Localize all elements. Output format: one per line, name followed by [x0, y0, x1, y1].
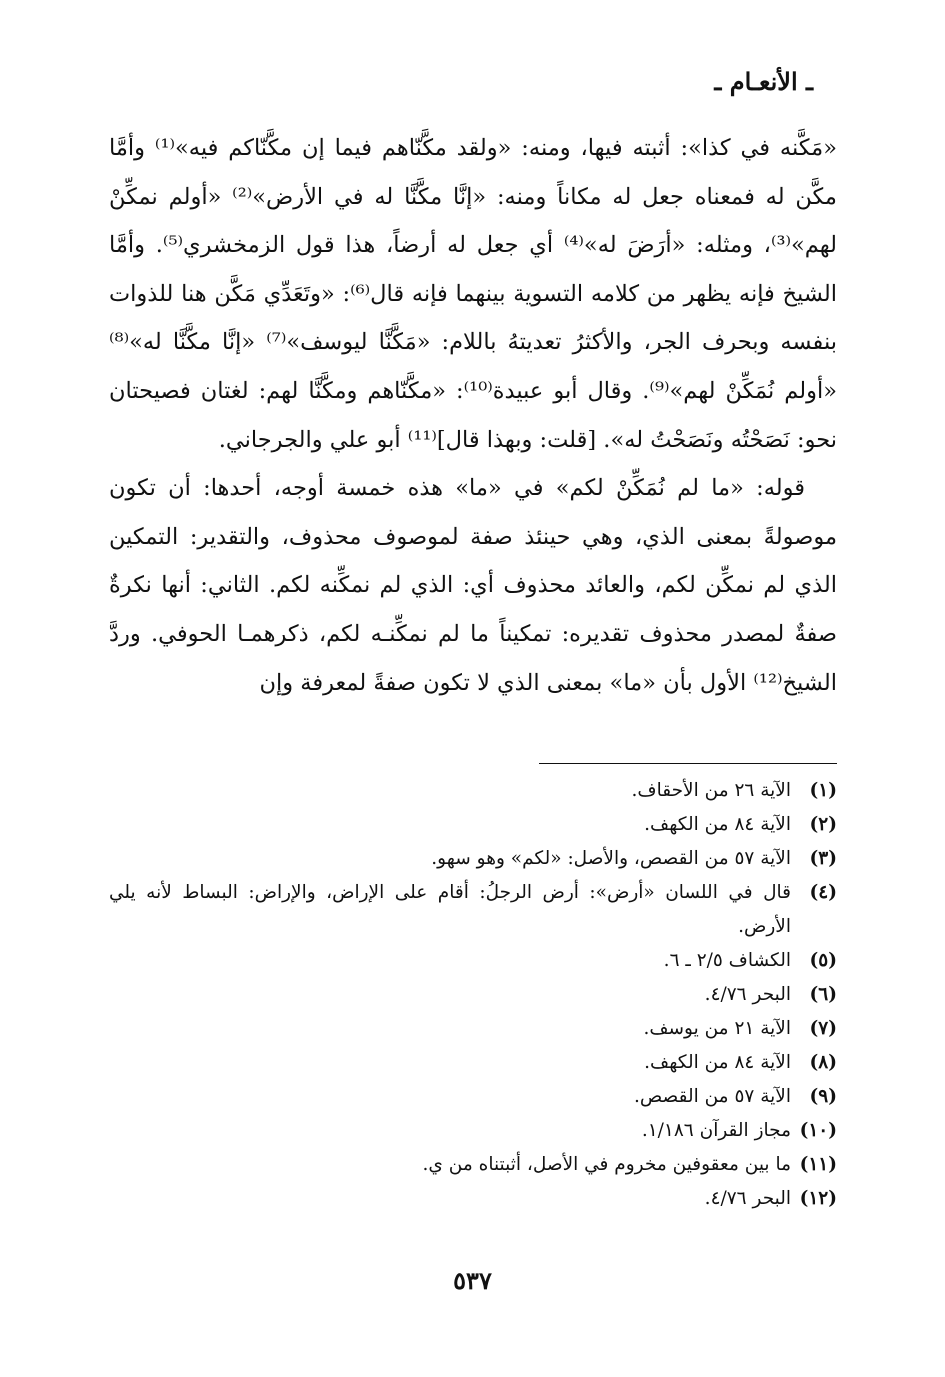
page-number: ٥٣٧	[453, 1266, 492, 1295]
footnote-text: الآية ٢١ من يوسف.	[643, 1018, 791, 1039]
footnote-number: (٦)	[809, 984, 837, 1005]
footnote-item	[109, 1182, 837, 1216]
main-text	[109, 124, 837, 707]
footnote-text: الآية ٨٤ من الكهف.	[644, 1052, 791, 1073]
footnote-text: البحر ٤/٧٦.	[704, 1188, 791, 1209]
footnote-separator	[539, 763, 837, 764]
footnote-text: مجاز القرآن ١/١٨٦.	[641, 1120, 791, 1141]
footnote-item	[109, 978, 837, 1012]
footnote-text: الكشاف ٢/٥ ـ ٦.	[663, 950, 791, 971]
footnote-number: (٢)	[809, 814, 837, 835]
footnote-item	[109, 1114, 837, 1148]
body-paragraph: «مَكَّنه في كذا»: أثبته فيها، ومنه: «ولقد مكَّنّاهم فيما إن مكَّنّاكم فيه»⁽¹⁾ وأمَّا مكَّن له فمعناه جعل له مكاناً ومنه: «إنَّا مكَّنَّا له في الأرض»⁽²⁾ «أولم نمكِّنْ لهم»⁽³⁾، ومثله: «أرَضَ له»⁽⁴⁾ أي جعل له أرضاً، هذا قول الزمخشري⁽⁵⁾. وأمَّا الشيخ فإنه يظهر من كلامه التسوية بينهما فإنه قال⁽⁶⁾: «وتَعَدِّي مَكَّن هنا للذوات بنفسه وبحرف الجر، والأكثرُ تعديتهُ باللام: «مَكَّنَّا ليوسف»⁽⁷⁾ «إنَّا مكَّنَّا له»⁽⁸⁾ «أولم نُمَكِّنْ لهم»⁽⁹⁾. وقال أبو عبيدة⁽¹⁰⁾: «مكَّنّاهم ومكَّنَّا لهم: لغتان فصيحتان نحو: نَصَحْتُه ونَصَحْتُ له». [قلت: وبهذا قال]⁽¹¹⁾ أبو علي والجرجاني.	[109, 135, 838, 453]
footnote-text: قال في اللسان «أرض»: أرض الرجلُ: أقام على الإراض، والإراض: البساط لأنه يلي الأرض.	[109, 882, 791, 937]
running-header: ـ الأنعـام ـ	[714, 67, 813, 96]
footnote-number: (١٠)	[799, 1120, 837, 1141]
footnote-number: (٣)	[809, 848, 837, 869]
footnote-item	[109, 1080, 837, 1114]
footnotes-list	[109, 774, 837, 1216]
footnote-number: (١١)	[799, 1154, 837, 1175]
footnote-text: الآية ٥٧ من القصص.	[634, 1086, 791, 1107]
footnote-number: (١٢)	[799, 1188, 837, 1209]
footnote-item	[109, 1046, 837, 1080]
footnote-item	[109, 808, 837, 842]
footnote-text: الآية ٨٤ من الكهف.	[644, 814, 791, 835]
footnote-number: (٤)	[809, 882, 837, 903]
footnote-text: البحر ٤/٧٦.	[704, 984, 791, 1005]
footnote-item	[109, 842, 837, 876]
footnote-item	[109, 876, 837, 944]
body-paragraph: قوله: «ما لم نُمَكِّنْ لكم» في «ما» هذه خمسة أوجه، أحدها: أن تكون موصولةً بمعنى الذي، وهي حينئذ صفة لموصوف محذوف، والتقدير: التمكين الذي لم نمكِّن لكم، والعائد محذوف أي: الذي لم نمكِّنه لكم. الثاني: أنها نكرةٌ صفةٌ لمصدر محذوف تقديره: تمكيناً ما لم نمكِّنـه لكم، ذكرهمـا الحوفي. وردَّ الشيخ⁽¹²⁾ الأول بأن «ما» بمعنى الذي لا تكون صفةً لمعرفة وإن	[109, 475, 837, 696]
footnote-text: الآية ٢٦ من الأحقاف.	[631, 780, 791, 801]
footnote-text: الآية ٥٧ من القصص، والأصل: «لكم» وهو سهو.	[431, 848, 791, 869]
footnote-item	[109, 774, 837, 808]
footnote-number: (١)	[809, 780, 837, 801]
footnote-number: (٥)	[809, 950, 837, 971]
footnote-number: (٧)	[809, 1018, 837, 1039]
footnote-number: (٩)	[809, 1086, 837, 1107]
footnote-item	[109, 1012, 837, 1046]
footnote-item	[109, 944, 837, 978]
footnote-item	[109, 1148, 837, 1182]
footnote-number: (٨)	[809, 1052, 837, 1073]
footnote-text: ما بين معقوفين مخروم في الأصل، أثبتناه من ي.	[422, 1154, 791, 1175]
